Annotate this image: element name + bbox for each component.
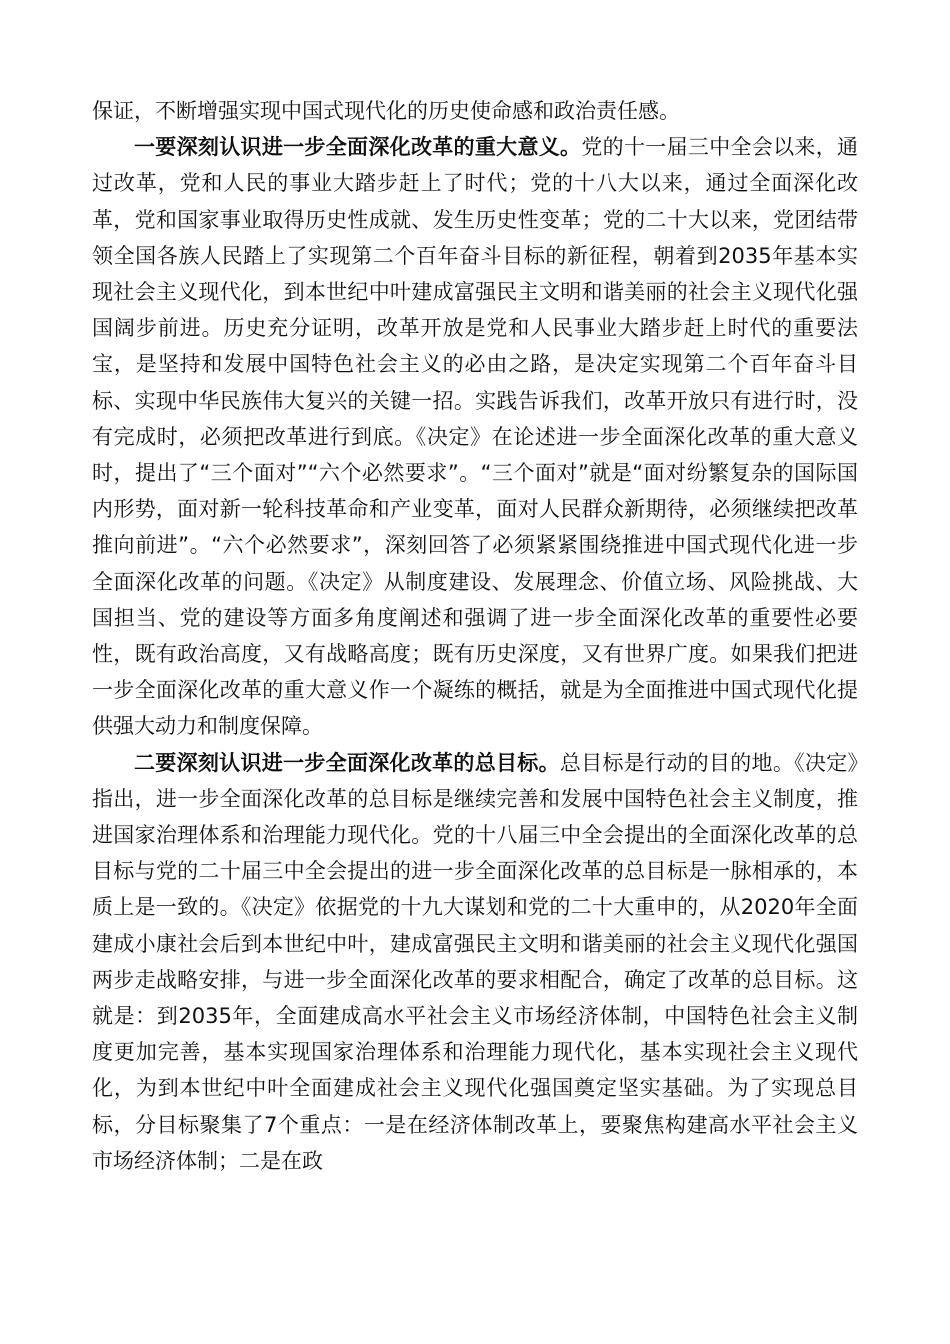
paragraph-1-text: 保证，不断增强实现中国式现代化的历史使命感和政治责任感。 — [92, 99, 680, 123]
paragraph-2-text: 党的十一届三中全会以来，通过改革，党和人民的事业大踏步赶上了时代；党的十八大以来，通过全面深化改革，党和国家事业取得历史性成就、发生历史性变革；党的二十大以来，党团结带领全国各族人民踏上了实现第二个百年奋斗目标的新征程，朝着到2035年基本实现社会主义现代化，到本世纪中叶建成富强民主文明和谐美丽的社会主义现代化强国阔步前进。历史充分证明，改革开放是党和人民事业大踏步赶上时代的重要法宝，是坚持和发展中国特色社会主义的必由之路，是决定实现第二个百年奋斗目标、实现中华民族伟大复兴的关键一招。实践告诉我们，改革开放只有进行时，没有完成时，必须把改革进行到底。《决定》在论述进一步全面深化改革的重大意义时，提出了“三个面对”“六个必然要求”。“三个面对”就是“面对纷繁复杂的国际国内形势，面对新一轮科技革命和产业变革，面对人民群众新期待，必须继续把改革推向前进”。“六个必然要求”，深刻回答了必须紧紧围绕推进中国式现代化进一步全面深化改革的问题。《决定》从制度建设、发展理念、价值立场、风险挑战、大国担当、党的建设等方面多角度阐述和强调了进一步全面深化改革的重要性必要性，既有政治高度，又有战略高度；既有历史深度，又有世界广度。如果我们把进一步全面深化改革的重大意义作一个凝练的概括，就是为全面推进中国式现代化提供强大动力和制度保障。 — [92, 135, 859, 739]
paragraph-3 — [92, 745, 858, 1179]
paragraph-2 — [92, 129, 858, 744]
paragraph-3-text: 总目标是行动的目的地。《决定》指出，进一步全面深化改革的总目标是继续完善和发展中国特色社会主义制度，推进国家治理体系和治理能力现代化。党的十八届三中全会提出的全面深化改革的总目标与党的二十届三中全会提出的进一步全面深化改革的总目标是一脉相承的，本质上是一致的。《决定》依据党的十九大谋划和党的二十大重申的，从2020年全面建成小康社会后到本世纪中叶，建成富强民主文明和谐美丽的社会主义现代化强国两步走战略安排，与进一步全面深化改革的要求相配合，确定了改革的总目标。这就是：到2035年，全面建成高水平社会主义市场经济体制，中国特色社会主义制度更加完善，基本实现国家治理体系和治理能力现代化，基本实现社会主义现代化，为到本世纪中叶全面建成社会主义现代化强国奠定坚实基础。为了实现总目标，分目标聚集了7个重点：一是在经济体制改革上，要聚焦构建高水平社会主义市场经济体制；二是在政 — [92, 750, 859, 1173]
paragraph-1 — [92, 93, 858, 129]
paragraph-3-lead: 二要深刻认识进一步全面深化改革的总目标。 — [134, 750, 560, 775]
paragraph-2-lead: 一要深刻认识进一步全面深化改革的重大意义。 — [134, 135, 582, 160]
document-body — [92, 93, 858, 1179]
